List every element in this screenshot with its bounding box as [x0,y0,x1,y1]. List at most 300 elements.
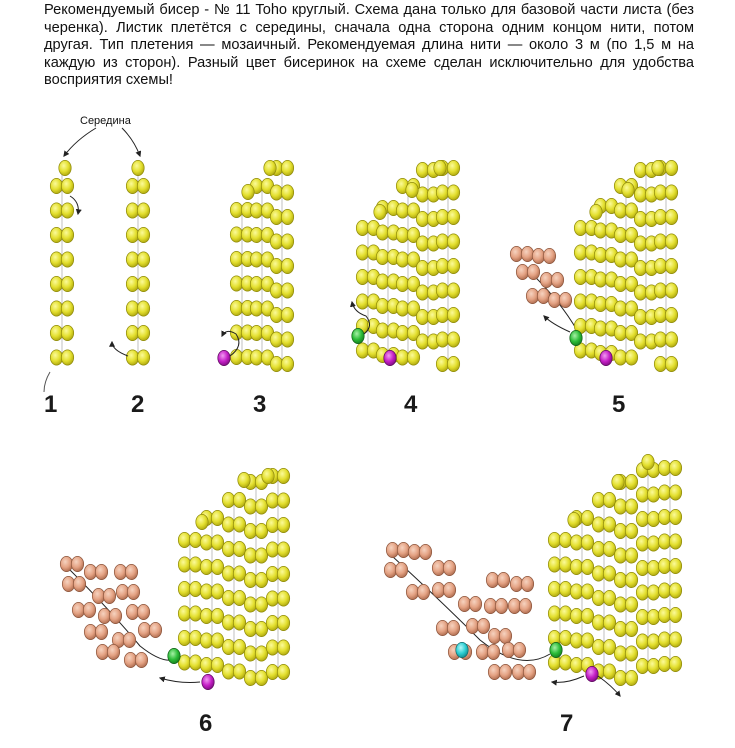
base-bead-step-6 [233,590,245,605]
base-bead-step-6 [222,639,234,654]
base-bead-step-3 [270,234,282,249]
base-bead-step-3 [281,209,293,224]
base-bead-step-6 [211,584,223,599]
base-bead-step-3 [270,258,282,273]
base-bead-step-2 [137,178,149,193]
side-bead-step-6 [114,564,126,579]
side-bead-step-7 [519,598,531,613]
base-bead-step-3 [281,160,293,175]
base-bead-step-1 [50,203,62,218]
base-bead-step-7 [636,658,648,673]
base-bead-step-3 [281,332,293,347]
base-bead-step-4 [436,209,448,224]
side-bead-step-7 [384,562,396,577]
base-bead-step-7 [636,634,648,649]
base-bead-step-6 [244,548,256,563]
base-bead-step-4 [416,285,428,300]
base-bead-step-6 [238,472,250,487]
base-bead-step-7 [625,597,637,612]
base-bead-step-4 [436,332,448,347]
side-bead-step-7 [466,618,478,633]
base-bead-step-2 [126,301,138,316]
side-bead-step-5 [532,248,544,263]
base-bead-step-6 [233,541,245,556]
base-bead-step-5 [634,334,646,349]
side-bead-step-6 [126,604,138,619]
base-bead-step-6 [222,590,234,605]
side-bead-step-7 [417,584,429,599]
side-bead-step-5 [526,288,538,303]
side-bead-step-5 [537,288,549,303]
base-bead-step-1 [61,203,73,218]
base-bead-step-5 [614,203,626,218]
base-bead-step-6 [266,640,278,655]
base-bead-step-3 [270,185,282,200]
marker-bead-purple-step-4 [384,350,396,365]
base-bead-step-7 [559,655,571,670]
base-bead-step-6 [189,557,201,572]
thread-arrow-step-2 [112,342,128,356]
base-bead-step-6 [200,633,212,648]
base-bead-step-3 [250,350,262,365]
base-bead-step-7 [625,621,637,636]
base-bead-step-7 [625,523,637,538]
base-bead-step-7 [592,492,604,507]
base-bead-step-7 [647,634,659,649]
base-bead-step-6 [178,606,190,621]
base-bead-step-1 [50,178,62,193]
base-bead-step-4 [396,227,408,242]
base-bead-step-1 [50,227,62,242]
side-bead-step-5 [543,248,555,263]
base-bead-step-6 [200,584,212,599]
marker-bead-purple-step-3 [218,350,230,365]
side-bead-step-6 [123,632,135,647]
base-bead-step-7 [603,590,615,605]
base-bead-step-4 [376,323,388,338]
base-bead-step-6 [178,557,190,572]
side-bead-step-7 [406,584,418,599]
side-bead-step-6 [107,644,119,659]
base-bead-step-3 [250,252,262,267]
base-bead-step-7 [570,535,582,550]
base-bead-step-6 [200,608,212,623]
base-bead-step-3 [242,184,254,199]
base-bead-step-4 [434,160,446,175]
base-bead-step-4 [376,249,388,264]
base-bead-step-5 [594,272,606,287]
base-bead-step-6 [178,532,190,547]
side-bead-step-7 [469,596,481,611]
base-bead-step-5 [634,285,646,300]
base-bead-step-7 [614,548,626,563]
base-bead-step-6 [277,591,289,606]
base-bead-step-4 [356,220,368,235]
base-bead-step-2 [137,276,149,291]
base-bead-step-3 [230,227,242,242]
base-bead-step-7 [548,581,560,596]
base-bead-step-5 [654,234,666,249]
base-bead-step-6 [233,664,245,679]
base-bead-step-6 [266,542,278,557]
step-label-6: 6 [199,710,213,737]
base-bead-step-7 [647,658,659,673]
base-bead-step-5 [665,307,677,322]
base-bead-step-6 [266,591,278,606]
base-bead-step-6 [222,492,234,507]
side-bead-step-7 [395,562,407,577]
base-bead-step-4 [416,334,428,349]
base-bead-step-7 [603,541,615,556]
base-bead-step-6 [233,517,245,532]
base-bead-step-4 [447,356,459,371]
base-bead-step-5 [614,301,626,316]
side-bead-step-6 [109,608,121,623]
base-bead-step-5 [634,309,646,324]
base-bead-step-7 [570,559,582,574]
base-bead-step-7 [625,548,637,563]
base-bead-step-5 [634,236,646,251]
base-bead-step-6 [277,640,289,655]
base-bead-step-7 [548,557,560,572]
base-bead-step-3 [230,202,242,217]
base-bead-step-5 [574,220,586,235]
base-bead-step-6 [233,566,245,581]
base-bead-step-7 [581,559,593,574]
side-bead-step-7 [488,664,500,679]
side-bead-step-7 [443,560,455,575]
side-bead-step-7 [477,618,489,633]
base-bead-step-6 [262,468,274,483]
base-bead-step-6 [277,517,289,532]
base-bead-step-6 [244,572,256,587]
base-bead-step-4 [436,283,448,298]
side-bead-step-7 [499,628,511,643]
side-bead-step-7 [476,644,488,659]
base-bead-step-2 [137,301,149,316]
base-bead-step-1 [61,252,73,267]
base-bead-step-5 [634,211,646,226]
base-bead-step-4 [436,258,448,273]
side-bead-step-7 [510,576,522,591]
base-bead-step-2 [126,276,138,291]
base-bead-step-7 [603,639,615,654]
base-bead-step-6 [266,493,278,508]
base-bead-step-6 [222,664,234,679]
base-bead-step-4 [356,269,368,284]
base-bead-step-6 [266,517,278,532]
base-bead-step-4 [396,325,408,340]
base-bead-step-5 [654,332,666,347]
side-bead-step-6 [103,588,115,603]
side-bead-step-7 [443,582,455,597]
base-bead-step-1 [61,301,73,316]
base-bead-step-7 [625,572,637,587]
base-bead-step-6 [266,566,278,581]
base-bead-step-3 [270,283,282,298]
base-bead-step-7 [559,630,571,645]
base-bead-step-7 [592,639,604,654]
base-bead-step-7 [636,585,648,600]
base-bead-step-5 [654,307,666,322]
base-bead-step-7 [669,460,681,475]
side-bead-step-7 [458,596,470,611]
side-bead-step-6 [96,644,108,659]
side-bead-step-6 [60,556,72,571]
step-label-4: 4 [404,391,418,418]
base-bead-step-4 [447,307,459,322]
base-bead-step-7 [568,512,580,527]
base-bead-step-7 [669,583,681,598]
side-bead-step-7 [419,544,431,559]
side-bead-step-5 [551,272,563,287]
base-bead-step-2 [137,350,149,365]
base-bead-step-5 [614,227,626,242]
side-bead-step-6 [138,622,150,637]
side-bead-step-6 [62,576,74,591]
base-bead-step-7 [647,585,659,600]
base-bead-step-7 [669,534,681,549]
base-bead-step-1 [61,276,73,291]
base-bead-step-1 [50,252,62,267]
side-bead-step-7 [497,572,509,587]
side-bead-step-7 [386,542,398,557]
base-bead-step-7 [592,590,604,605]
base-bead-step-7 [625,474,637,489]
base-bead-step-7 [570,657,582,672]
base-bead-step-4 [396,252,408,267]
base-bead-step-6 [233,615,245,630]
base-bead-step-5 [652,160,664,175]
base-bead-step-4 [416,162,428,177]
base-bead-step-3 [281,258,293,273]
base-bead-step-6 [244,499,256,514]
base-bead-step-6 [233,639,245,654]
base-bead-step-3 [250,325,262,340]
step-label-7: 7 [560,710,574,737]
base-bead-step-1 [61,178,73,193]
base-bead-step-4 [396,203,408,218]
base-bead-step-7 [669,632,681,647]
base-bead-step-5 [574,269,586,284]
base-bead-step-6 [255,646,267,661]
base-bead-step-1 [61,350,73,365]
side-bead-step-7 [408,544,420,559]
middle-label: Середина [80,115,131,127]
base-bead-step-6 [211,608,223,623]
base-bead-step-4 [447,332,459,347]
base-bead-step-5 [665,356,677,371]
base-bead-step-7 [614,572,626,587]
base-bead-step-5 [614,350,626,365]
step-label-1: 1 [44,391,58,418]
base-bead-step-6 [255,548,267,563]
side-bead-step-7 [512,664,524,679]
base-bead-step-1 [50,325,62,340]
base-bead-step-6 [178,581,190,596]
base-bead-step-5 [622,182,634,197]
base-bead-step-7 [658,558,670,573]
side-bead-step-7 [486,572,498,587]
base-bead-step-6 [277,615,289,630]
base-bead-step-3 [281,356,293,371]
marker-bead-green-step-5 [570,330,582,345]
thread-arrow-step-5 [544,316,570,332]
base-bead-step-2 [132,160,144,175]
base-bead-step-7 [658,632,670,647]
side-bead-step-6 [137,604,149,619]
base-bead-step-7 [669,485,681,500]
base-bead-step-6 [244,621,256,636]
base-bead-step-5 [594,296,606,311]
base-bead-step-7 [614,499,626,514]
thread-arrow-step-0 [64,128,96,156]
side-bead-step-7 [495,598,507,613]
base-bead-step-6 [255,523,267,538]
base-bead-step-7 [570,584,582,599]
base-bead-step-6 [189,581,201,596]
marker-bead-purple-step-5 [600,350,612,365]
side-bead-step-6 [125,564,137,579]
base-bead-step-6 [222,517,234,532]
base-bead-step-4 [396,350,408,365]
base-bead-step-7 [581,535,593,550]
step-label-3: 3 [253,391,267,418]
base-bead-step-6 [255,621,267,636]
base-bead-step-7 [603,492,615,507]
side-bead-step-7 [484,598,496,613]
base-bead-step-4 [416,260,428,275]
base-bead-step-2 [126,227,138,242]
base-bead-step-7 [614,670,626,685]
marker-bead-green-step-4 [352,328,364,343]
marker-bead-green-step-7 [550,642,562,657]
base-bead-step-3 [281,185,293,200]
base-bead-step-2 [126,350,138,365]
base-bead-step-6 [255,670,267,685]
base-bead-step-7 [625,499,637,514]
base-bead-step-3 [230,251,242,266]
step-label-5: 5 [612,391,626,418]
base-bead-step-3 [264,160,276,175]
side-bead-step-5 [510,246,522,261]
base-bead-step-7 [603,517,615,532]
base-bead-step-4 [447,258,459,273]
base-bead-step-3 [270,307,282,322]
base-bead-step-7 [636,511,648,526]
side-bead-step-6 [84,564,96,579]
step-label-2: 2 [131,391,145,418]
base-bead-step-2 [137,252,149,267]
base-bead-step-4 [396,301,408,316]
base-bead-step-4 [356,245,368,260]
base-bead-step-6 [211,559,223,574]
base-bead-step-6 [211,510,223,525]
base-bead-step-4 [447,185,459,200]
base-bead-step-7 [559,557,571,572]
base-bead-step-5 [594,321,606,336]
base-bead-step-7 [625,646,637,661]
base-bead-step-6 [222,615,234,630]
base-bead-step-6 [266,615,278,630]
base-bead-step-7 [614,597,626,612]
base-bead-step-4 [447,234,459,249]
base-bead-step-4 [407,350,419,365]
base-bead-step-5 [665,283,677,298]
base-bead-step-4 [416,211,428,226]
base-bead-step-7 [548,532,560,547]
base-bead-step-7 [592,615,604,630]
base-bead-step-5 [625,350,637,365]
side-bead-step-6 [98,608,110,623]
base-bead-step-6 [200,535,212,550]
base-bead-step-1 [50,276,62,291]
base-bead-step-3 [230,300,242,315]
base-bead-step-6 [255,499,267,514]
base-bead-step-6 [189,630,201,645]
base-bead-step-7 [559,532,571,547]
thread-arrow-step-7 [552,676,584,682]
base-bead-step-7 [658,509,670,524]
base-bead-step-7 [581,510,593,525]
base-bead-step-4 [376,225,388,240]
base-bead-step-3 [270,209,282,224]
base-bead-step-7 [570,608,582,623]
base-bead-step-3 [230,276,242,291]
base-bead-step-7 [669,607,681,622]
base-bead-step-6 [244,670,256,685]
thread-arrow-step-6 [160,678,200,683]
base-bead-step-4 [436,234,448,249]
base-bead-step-6 [255,572,267,587]
base-bead-step-7 [658,460,670,475]
instructions-text: Рекомендуемый бисер - № 11 Toho круглый. Схема дана только для базовой части листа (без черенка). Листик плетётся с середины, сначала одна сторона одним концом нити, потом другая. Тип плетения — мозаичный. Рекомендуемая длина нити — около 3 м (по 1,5 м на каждую из сторон). Разный цвет бисеринок на схеме сделан исключительно для удобства восприятия схемы! [44,2,694,89]
base-bead-step-7 [636,560,648,575]
base-bead-step-5 [634,187,646,202]
base-bead-step-6 [196,514,208,529]
base-bead-step-3 [270,356,282,371]
base-bead-step-5 [654,356,666,371]
base-bead-step-6 [233,492,245,507]
base-bead-step-6 [222,566,234,581]
side-bead-step-6 [72,602,84,617]
base-bead-step-7 [614,646,626,661]
base-bead-step-7 [559,581,571,596]
side-bead-step-5 [540,272,552,287]
base-bead-step-6 [277,468,289,483]
base-bead-step-6 [277,493,289,508]
base-bead-step-5 [654,209,666,224]
side-bead-step-7 [521,576,533,591]
base-bead-step-4 [447,283,459,298]
base-bead-step-5 [654,258,666,273]
base-bead-step-7 [636,487,648,502]
base-bead-step-7 [603,615,615,630]
base-bead-step-1 [50,301,62,316]
base-bead-step-7 [647,487,659,502]
base-bead-step-7 [603,566,615,581]
base-bead-step-7 [658,583,670,598]
base-bead-step-6 [266,664,278,679]
base-bead-step-4 [416,309,428,324]
base-bead-step-5 [665,160,677,175]
base-bead-step-7 [669,509,681,524]
thread-paths [44,168,670,678]
base-bead-step-1 [61,325,73,340]
side-bead-step-5 [521,246,533,261]
side-bead-step-7 [513,642,525,657]
base-bead-step-3 [270,332,282,347]
